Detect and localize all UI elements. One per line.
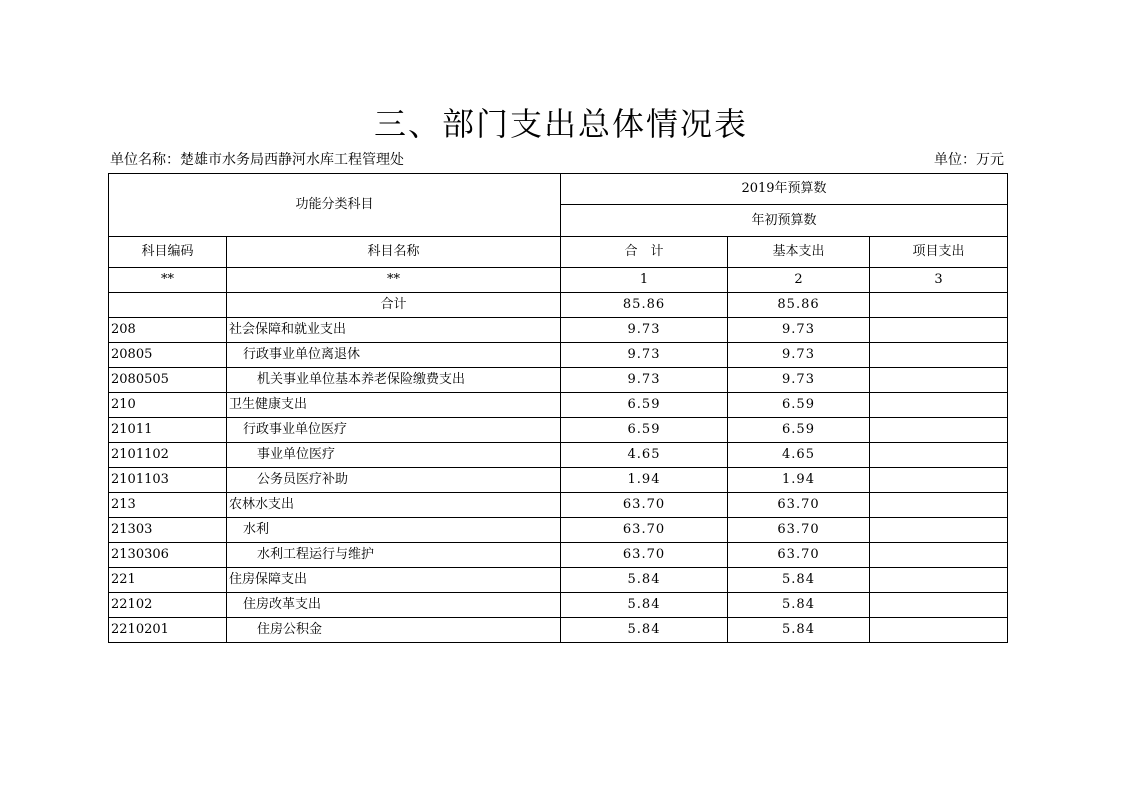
total-code <box>109 293 227 318</box>
row-basic: 9.73 <box>728 368 870 393</box>
total-project <box>870 293 1008 318</box>
row-name: 事业单位医疗 <box>227 443 561 468</box>
row-name: 行政事业单位医疗 <box>227 418 561 443</box>
row-name: 卫生健康支出 <box>227 393 561 418</box>
row-project <box>870 443 1008 468</box>
row-basic: 1.94 <box>728 468 870 493</box>
row-code: 21011 <box>109 418 227 443</box>
header-func-category: 功能分类科目 <box>109 174 561 237</box>
index-total: 1 <box>561 268 728 293</box>
header-code: 科目编码 <box>109 237 227 268</box>
row-basic: 6.59 <box>728 418 870 443</box>
table-row <box>109 418 1008 443</box>
row-code: 2130306 <box>109 543 227 568</box>
header-total: 合 计 <box>561 237 728 268</box>
row-basic: 5.84 <box>728 618 870 643</box>
index-code: ** <box>109 268 227 293</box>
unit-name: 单位名称：楚雄市水务局西静河水库工程管理处 <box>110 152 404 168</box>
row-code: 2101103 <box>109 468 227 493</box>
row-total: 5.84 <box>561 618 728 643</box>
row-basic: 6.59 <box>728 393 870 418</box>
table-row <box>109 393 1008 418</box>
row-project <box>870 393 1008 418</box>
row-name: 住房保障支出 <box>227 568 561 593</box>
row-project <box>870 368 1008 393</box>
row-name: 行政事业单位离退休 <box>227 343 561 368</box>
row-project <box>870 468 1008 493</box>
row-name: 水利工程运行与维护 <box>227 543 561 568</box>
header-initial-budget: 年初预算数 <box>561 205 1008 237</box>
header-budget-year: 2019年预算数 <box>561 174 1008 205</box>
row-code: 2210201 <box>109 618 227 643</box>
row-basic: 5.84 <box>728 593 870 618</box>
row-name: 社会保障和就业支出 <box>227 318 561 343</box>
row-project <box>870 518 1008 543</box>
total-amount: 85.86 <box>561 293 728 318</box>
table-row <box>109 318 1008 343</box>
row-basic: 5.84 <box>728 568 870 593</box>
row-basic: 9.73 <box>728 318 870 343</box>
header-project: 项目支出 <box>870 237 1008 268</box>
index-basic: 2 <box>728 268 870 293</box>
row-basic: 63.70 <box>728 493 870 518</box>
row-basic: 63.70 <box>728 543 870 568</box>
row-total: 63.70 <box>561 518 728 543</box>
row-project <box>870 493 1008 518</box>
row-total: 6.59 <box>561 418 728 443</box>
row-basic: 63.70 <box>728 518 870 543</box>
row-code: 210 <box>109 393 227 418</box>
row-total: 4.65 <box>561 443 728 468</box>
row-code: 2080505 <box>109 368 227 393</box>
row-code: 20805 <box>109 343 227 368</box>
table-row <box>109 518 1008 543</box>
row-code: 213 <box>109 493 227 518</box>
row-project <box>870 318 1008 343</box>
currency-unit: 单位：万元 <box>934 152 1004 168</box>
row-project <box>870 593 1008 618</box>
row-total: 9.73 <box>561 368 728 393</box>
total-label: 合计 <box>227 293 561 318</box>
row-code: 22102 <box>109 593 227 618</box>
row-name: 水利 <box>227 518 561 543</box>
row-total: 1.94 <box>561 468 728 493</box>
header-basic: 基本支出 <box>728 237 870 268</box>
row-total: 5.84 <box>561 593 728 618</box>
table-row <box>109 493 1008 518</box>
row-name: 住房改革支出 <box>227 593 561 618</box>
row-basic: 4.65 <box>728 443 870 468</box>
row-code: 221 <box>109 568 227 593</box>
row-total: 5.84 <box>561 568 728 593</box>
row-name: 机关事业单位基本养老保险缴费支出 <box>227 368 561 393</box>
expenditure-table <box>108 173 1008 643</box>
index-project: 3 <box>870 268 1008 293</box>
row-name: 公务员医疗补助 <box>227 468 561 493</box>
row-name: 农林水支出 <box>227 493 561 518</box>
table-row <box>109 343 1008 368</box>
row-project <box>870 418 1008 443</box>
total-row <box>109 293 1008 318</box>
table-row <box>109 618 1008 643</box>
table-row <box>109 593 1008 618</box>
row-total: 6.59 <box>561 393 728 418</box>
table-row <box>109 443 1008 468</box>
row-basic: 9.73 <box>728 343 870 368</box>
row-total: 63.70 <box>561 543 728 568</box>
row-total: 9.73 <box>561 343 728 368</box>
header-name: 科目名称 <box>227 237 561 268</box>
table-row <box>109 543 1008 568</box>
row-project <box>870 568 1008 593</box>
row-project <box>870 543 1008 568</box>
index-name: ** <box>227 268 561 293</box>
total-basic: 85.86 <box>728 293 870 318</box>
row-total: 63.70 <box>561 493 728 518</box>
table-row <box>109 468 1008 493</box>
table-row <box>109 368 1008 393</box>
page-title: 三、部门支出总体情况表 <box>373 105 748 143</box>
row-code: 21303 <box>109 518 227 543</box>
row-code: 208 <box>109 318 227 343</box>
table-row <box>109 568 1008 593</box>
row-total: 9.73 <box>561 318 728 343</box>
row-project <box>870 618 1008 643</box>
row-project <box>870 343 1008 368</box>
row-code: 2101102 <box>109 443 227 468</box>
row-name: 住房公积金 <box>227 618 561 643</box>
